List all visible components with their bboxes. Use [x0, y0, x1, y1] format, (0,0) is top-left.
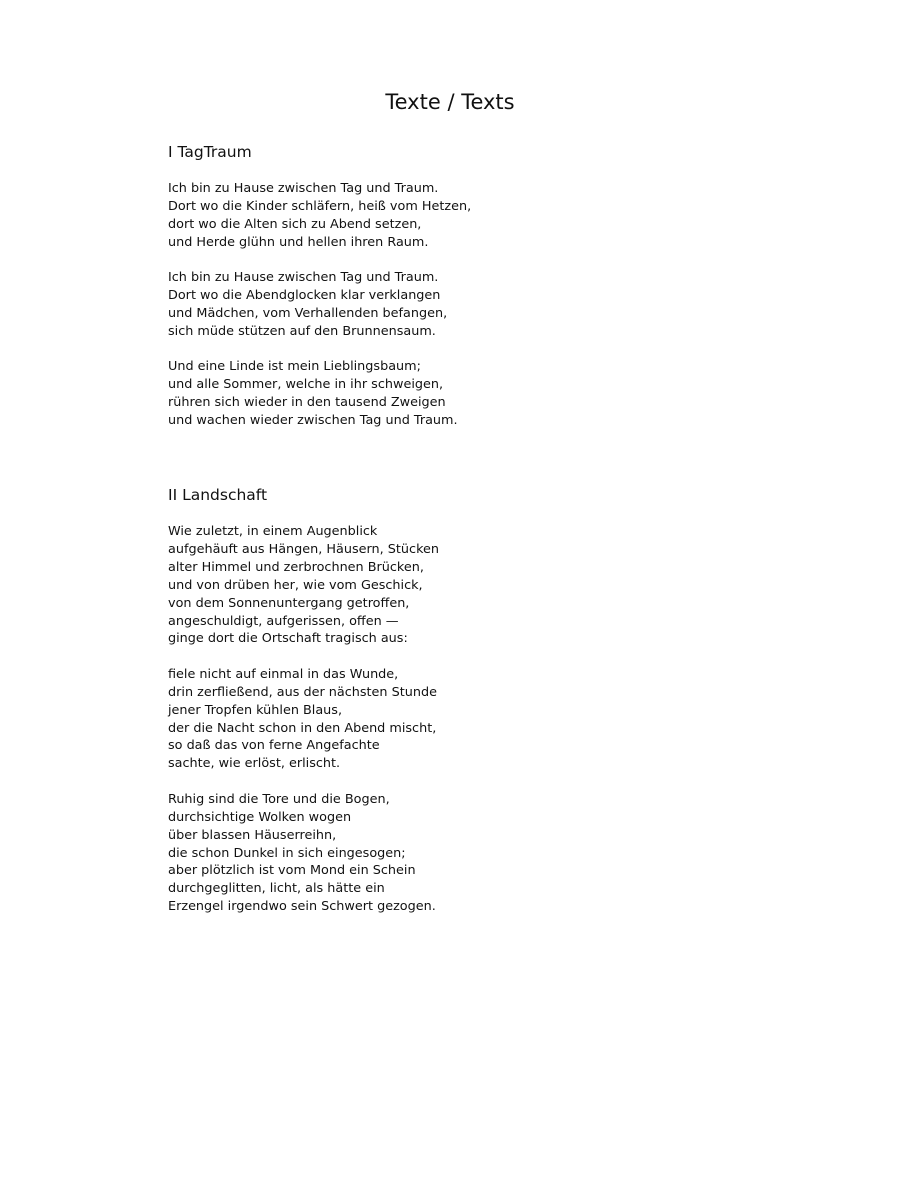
poem-line: drin zerfließend, aus der nächsten Stunde: [168, 684, 437, 700]
poem-line: von dem Sonnenuntergang getroffen,: [168, 595, 410, 611]
poem-line: und von drüben her, wie vom Geschick,: [168, 577, 423, 593]
poem-line: über blassen Häuserreihn,: [168, 827, 337, 843]
poem-line: und alle Sommer, welche in ihr schweigen,: [168, 377, 444, 393]
poem-line: durchsichtige Wolken wogen: [168, 809, 352, 825]
poem-line: rühren sich wieder in den tausend Zweigen: [168, 395, 446, 411]
poem-line: die schon Dunkel in sich eingesogen;: [168, 845, 406, 861]
stanza: [168, 269, 768, 341]
poem-line: alter Himmel und zerbrochnen Brücken,: [168, 559, 424, 575]
poem-line: Ich bin zu Hause zwischen Tag und Traum.: [168, 270, 439, 286]
poem-line: Und eine Linde ist mein Lieblingsbaum;: [168, 359, 421, 375]
poem-line: durchgeglitten, licht, als hätte ein: [168, 881, 385, 897]
poem-line: so daß das von ferne Angefachte: [168, 738, 380, 754]
poem-line: sachte, wie erlöst, erlischt.: [168, 756, 341, 772]
page-title: Texte / Texts: [385, 90, 515, 114]
poem-line: Erzengel irgendwo sein Schwert gezogen.: [168, 899, 436, 915]
stanza: [168, 666, 768, 773]
poem-line: Ich bin zu Hause zwischen Tag und Traum.: [168, 181, 439, 196]
section-tagtraum: [168, 141, 768, 447]
poem-line: Dort wo die Abendglocken klar verklangen: [168, 288, 441, 304]
section-heading: I TagTraum: [168, 143, 252, 161]
poem-line: ginge dort die Ortschaft tragisch aus:: [168, 631, 408, 647]
poem-line: jener Tropfen kühlen Blaus,: [168, 702, 343, 718]
poem-line: dort wo die Alten sich zu Abend setzen,: [168, 216, 422, 232]
section-landschaft: [168, 484, 768, 934]
section-heading: II Landschaft: [168, 486, 268, 504]
poem-line: fiele nicht auf einmal in das Wunde,: [168, 666, 399, 682]
poem-line: der die Nacht schon in den Abend mischt,: [168, 720, 437, 736]
poem-line: und Mädchen, vom Verhallenden befangen,: [168, 305, 448, 321]
stanza: [168, 791, 768, 916]
poem-line: Wie zuletzt, in einem Augenblick: [168, 524, 378, 539]
poem-line: angeschuldigt, aufgerissen, offen —: [168, 613, 399, 629]
stanza: [168, 358, 768, 430]
poem-line: und Herde glühn und hellen ihren Raum.: [168, 234, 429, 250]
stanza: [168, 180, 768, 252]
poem-line: aufgehäuft aus Hängen, Häusern, Stücken: [168, 541, 440, 557]
poem-line: und wachen wieder zwischen Tag und Traum.: [168, 412, 458, 428]
poem-line: Dort wo die Kinder schläfern, heiß vom Hetzen,: [168, 198, 472, 214]
poem-line: aber plötzlich ist vom Mond ein Schein: [168, 863, 416, 879]
poem-line: sich müde stützen auf den Brunnensaum.: [168, 323, 436, 339]
stanza: [168, 523, 768, 648]
poem-line: Ruhig sind die Tore und die Bogen,: [168, 791, 390, 807]
